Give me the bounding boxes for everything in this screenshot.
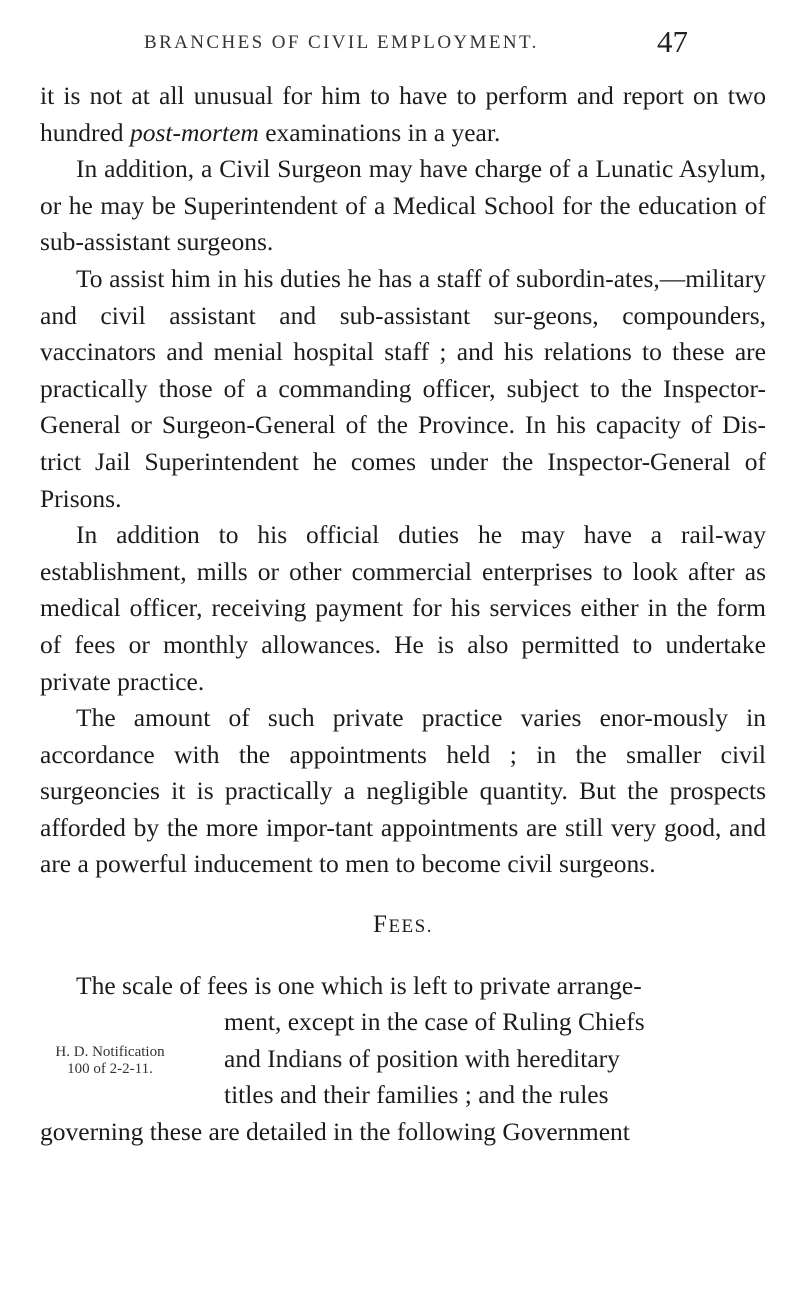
heading-initial: F bbox=[373, 911, 389, 939]
page-body bbox=[40, 78, 766, 1151]
fees-line-text: titles and their families ; and the rules bbox=[224, 1080, 609, 1110]
paragraph-5: The amount of such private practice varies enor-mously in accordance with the appointments held ; in the smaller civil surgeoncies it is practically a negligible quantity. But the prospects afforded by the more impor-tant appointments are still very good, and are a powerful inducement to men to become civil surgeons. bbox=[40, 703, 766, 879]
fees-line bbox=[40, 1004, 766, 1041]
margin-note-line: 100 of 2-2-11. bbox=[67, 1060, 153, 1077]
fees-line-text: and Indians of position with hereditary bbox=[224, 1043, 620, 1073]
heading-rest: EES. bbox=[388, 916, 433, 938]
paragraph-3: To assist him in his duties he has a staff of subordin-ates,—military and civil assistant and sub-assistant sur-geons, compounders, vaccinators and menial hospital staff ; and his relations to these are practically those of a commanding officer, subject to the Inspector-General or Surgeon-General of the Province. In his capacity of Dis-trict Jail Superintendent he comes under the Inspector-General of Prisons. bbox=[40, 263, 766, 513]
fees-line bbox=[40, 1077, 766, 1114]
page-number: 47 bbox=[657, 24, 688, 59]
fees-line-text: governing these are detailed in the following Government bbox=[40, 1117, 630, 1147]
paragraph-2: In addition, a Civil Surgeon may have charge of a Lunatic Asylum, or he may be Superintendent of a Medical School for the education of sub-assistant surgeons. bbox=[40, 154, 766, 257]
paragraph-4: In addition to his official duties he may have a rail-way establishment, mills or other commercial enterprises to look after as medical officer, receiving payment for his services either in the form of fees or monthly allowances. He is also permitted to undertake private practice. bbox=[40, 520, 766, 696]
paragraph-1 bbox=[40, 78, 766, 151]
paragraph-1-start: it is not at all unusual for him to have to perform and report on two hundred bbox=[40, 81, 766, 147]
fees-line-text: ment, except in the case of Ruling Chiefs bbox=[224, 1007, 645, 1037]
page-header bbox=[0, 24, 801, 64]
italic-term: post-mortem bbox=[129, 117, 259, 147]
margin-note-line: H. D. Notification bbox=[55, 1043, 165, 1060]
fees-paragraph bbox=[40, 968, 766, 1151]
fees-line bbox=[40, 1114, 766, 1151]
fees-line bbox=[40, 968, 766, 1005]
section-heading-fees bbox=[40, 907, 766, 946]
margin-note bbox=[40, 1044, 180, 1078]
paragraph-1-end: examinations in a year. bbox=[258, 117, 501, 147]
running-head: BRANCHES OF CIVIL EMPLOYMENT. bbox=[144, 32, 539, 53]
fees-line-text: The scale of fees is one which is left to private arrange- bbox=[76, 970, 642, 1000]
